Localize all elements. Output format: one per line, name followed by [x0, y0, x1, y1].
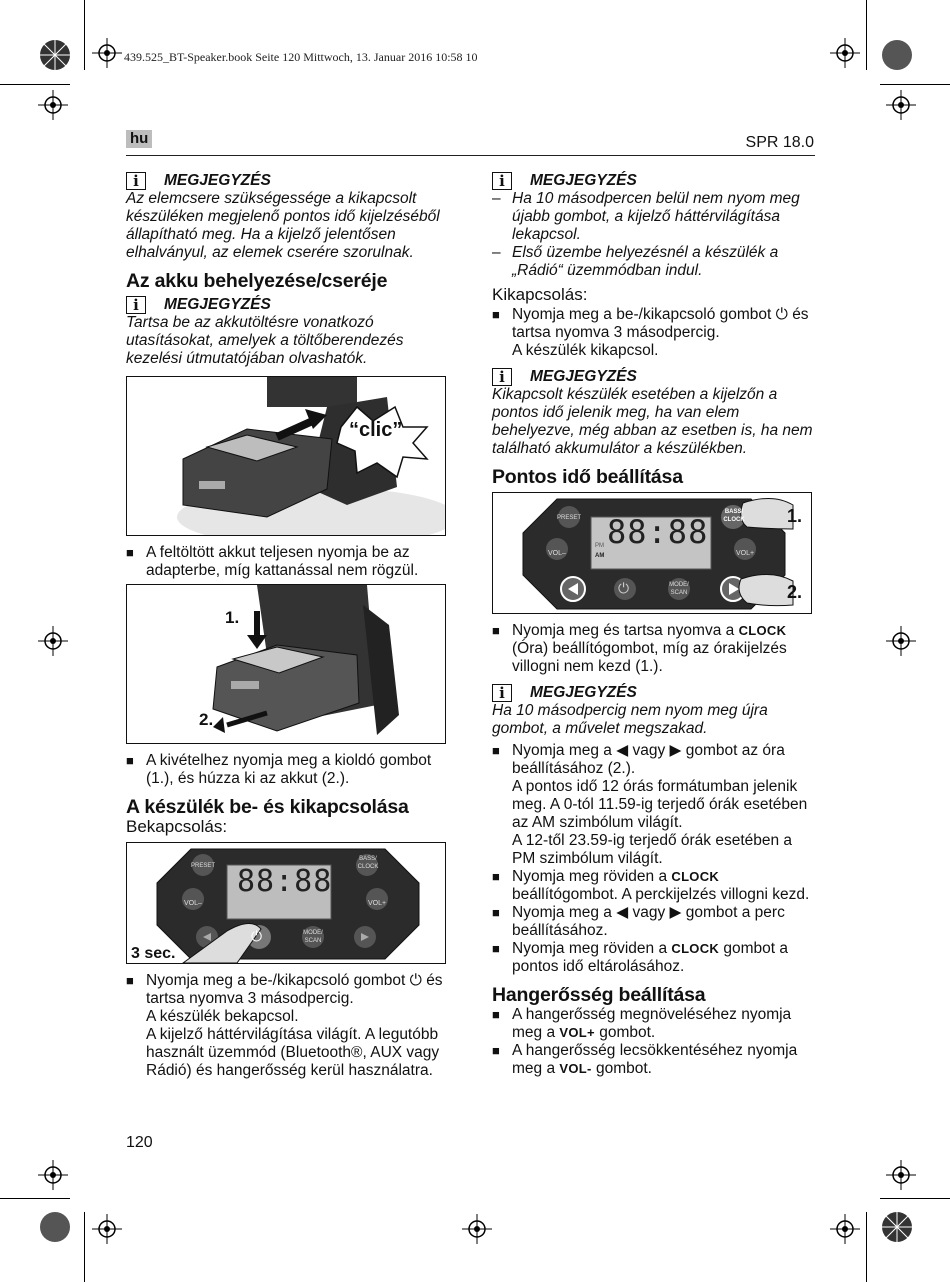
vol-plus-key-label: VOL+ — [559, 1025, 595, 1040]
hold-duration-caption: 3 sec. — [131, 945, 176, 962]
clock-key-label: CLOCK — [671, 869, 720, 884]
list-item: ■ Nyomja meg a ◀ vagy ▶ gombot a perc beállításához. — [492, 904, 785, 939]
left-column — [126, 172, 456, 1080]
clic-callout: “clic” — [349, 419, 403, 441]
list-item: – Első üzembe helyezésnél a készülék a „Rádió“ üzemmódban indul. — [492, 244, 779, 279]
section-title: A készülék be- és kikapcsolása — [126, 796, 409, 818]
crop-line — [84, 1212, 85, 1282]
list-item: ■ Nyomja meg és tartsa nyomva a CLOCK (Óra) beállítógombot, míg az órakijelzés villogni nem kezd (1.). — [492, 622, 787, 675]
list-item: ■ A feltöltött akkut teljesen nyomja be az adapterbe, míg kattanással nem rögzül. — [126, 544, 419, 579]
right-column — [492, 172, 814, 1078]
bullet-icon: ■ — [492, 623, 500, 638]
crop-line — [880, 1198, 950, 1199]
lcd-display: 88:88 — [607, 513, 709, 551]
figure-power-on-panel — [126, 842, 446, 964]
info-icon: i — [492, 684, 512, 702]
crop-line — [880, 84, 950, 85]
header-rule — [126, 155, 815, 156]
list-item: ■ A hangerősség megnöveléséhez nyomja meg a VOL+ gombot. — [492, 1006, 792, 1041]
bullet-icon: ■ — [126, 973, 134, 988]
crosshair-mark-right-top — [886, 90, 916, 125]
crop-line — [0, 1198, 70, 1199]
step-label-2: 2. — [199, 710, 214, 729]
info-icon: i — [126, 296, 146, 314]
step-label-1: 1. — [787, 506, 803, 526]
crop-line — [84, 0, 85, 70]
bullet-icon: ■ — [492, 307, 500, 322]
bullet-icon: ■ — [126, 753, 134, 768]
section-title: Pontos idő beállítása — [492, 466, 683, 488]
note-text: Az elemcsere szükségessége a kikapcsolt készüléken megjelenő pontos idő kijelzéséből állapítható meg. Ha a kijelző jelentősen elhalványul, az elemek cserére szorulnak. — [126, 190, 440, 261]
vol-minus-button: VOL– — [548, 550, 566, 557]
section-title: Az akku behelyezése/cseréje — [126, 270, 388, 292]
note-heading: i MEGJEGYZÉS — [126, 296, 456, 314]
clock-key-label: CLOCK — [738, 623, 787, 638]
page-number: 120 — [126, 1134, 153, 1151]
bass-clock-button: BASS/ CLOCK — [357, 856, 379, 870]
list-item: ■ Nyomja meg röviden a CLOCK gombot a pontos idő eltárolásához. — [492, 940, 789, 975]
bullet-icon: ■ — [492, 905, 500, 920]
registration-mark-bl — [38, 1210, 72, 1249]
crosshair-mark-top-right — [830, 38, 860, 73]
step-label-2: 2. — [787, 582, 803, 602]
model-name: SPR 18.0 — [745, 134, 814, 151]
bullet-icon: ■ — [492, 1007, 500, 1022]
registration-mark-br — [880, 1210, 914, 1249]
bullet-icon: ■ — [492, 941, 500, 956]
bullet-icon: ■ — [492, 869, 500, 884]
bullet-icon: ■ — [126, 545, 134, 560]
note-heading: i MEGJEGYZÉS — [492, 684, 814, 702]
note-heading: i MEGJEGYZÉS — [492, 368, 814, 386]
info-icon: i — [492, 172, 512, 190]
vol-plus-button: VOL+ — [368, 900, 387, 907]
list-item: – Ha 10 másodpercen belül nem nyom meg újabb gombot, a kijelző háttérvilágítása lekapcsol. — [492, 190, 800, 243]
list-item: ■ Nyomja meg röviden a CLOCK beállítógombot. A perckijelzés villogni kezd. — [492, 868, 810, 903]
mode-scan-button: MODE/ SCAN — [669, 582, 689, 596]
preset-button: PRESET — [557, 515, 582, 521]
crosshair-mark-right-mid — [886, 626, 916, 661]
subheading: Kikapcsolás: — [492, 285, 588, 304]
list-item: ■ A hangerősség lecsökkentéséhez nyomja meg a VOL- gombot. — [492, 1042, 798, 1077]
list-item: ■ Nyomja meg a be-/kikapcsoló gombot ⏻ és tartsa nyomva 3 másodpercig. A készülék bekapcsol. A kijelző háttérvilágítása világít. A legutóbb használt üzemmód (Bluetooth®, AUX vagy Rádió) és hangerősség kerül használatra. — [126, 972, 443, 1079]
control-panel-illustration — [493, 493, 811, 613]
subheading: Bekapcsolás: — [126, 817, 228, 836]
list-item: ■ Nyomja meg a be-/kikapcsoló gombot ⏻ és tartsa nyomva 3 másodpercig. A készülék kikapcsol. — [492, 306, 809, 359]
crosshair-mark-right-bottom — [886, 1160, 916, 1195]
vol-minus-key-label: VOL- — [559, 1061, 592, 1076]
crosshair-mark-bottom-center — [462, 1214, 492, 1249]
bullet-icon: ■ — [492, 1043, 500, 1058]
battery-insert-illustration — [127, 377, 445, 535]
crop-line — [866, 0, 867, 70]
info-icon: i — [492, 368, 512, 386]
note-text: Ha 10 másodpercig nem nyom meg újra gombot, a művelet megszakad. — [492, 702, 768, 737]
vol-plus-button: VOL+ — [736, 550, 755, 557]
battery-remove-illustration — [127, 585, 445, 743]
figure-clock-panel — [492, 492, 812, 614]
am-indicator: AM — [595, 553, 605, 559]
clock-key-label: CLOCK — [671, 941, 720, 956]
lcd-display: 88:88 — [237, 864, 333, 899]
bass-clock-button: BASS/ CLOCK — [723, 509, 745, 523]
language-tag: hu — [126, 130, 152, 148]
power-icon: ⏻ — [251, 928, 263, 944]
crosshair-mark-left-mid — [38, 626, 68, 661]
vol-minus-button: VOL– — [184, 900, 202, 907]
step-label-1: 1. — [225, 608, 240, 627]
info-icon: i — [126, 172, 146, 190]
preset-button: PRESET — [191, 863, 216, 869]
mode-scan-button: MODE/ SCAN — [303, 930, 323, 944]
crop-line — [866, 1212, 867, 1282]
crosshair-mark-bottom-right — [830, 1214, 860, 1249]
crop-line — [0, 84, 70, 85]
crosshair-mark-left-top — [38, 90, 68, 125]
crosshair-mark-left-bottom — [38, 1160, 68, 1195]
crosshair-mark-top — [92, 38, 122, 73]
power-icon: ⏻ — [618, 580, 630, 596]
registration-mark-tl — [38, 38, 72, 77]
note-text: Kikapcsolt készülék esetében a kijelzőn a pontos idő jelenik meg, ha van elem behelyezve, még abban az esetben is, ha nem található akkumulátor a készülékben. — [492, 386, 813, 457]
note-heading: i MEGJEGYZÉS — [126, 172, 456, 190]
figure-battery-remove — [126, 584, 446, 744]
registration-mark-tr — [880, 38, 914, 77]
note-heading: i MEGJEGYZÉS — [492, 172, 814, 190]
pm-indicator: PM — [595, 543, 604, 549]
note-text: Tartsa be az akkutöltésre vonatkozó utasításokat, amelyek a töltőberendezés kezelési útmutatójában olvashatók. — [126, 314, 404, 367]
bullet-icon: ■ — [492, 743, 500, 758]
print-meta-line: 439.525_BT-Speaker.book Seite 120 Mittwoch, 13. Januar 2016 10:58 10 — [124, 50, 478, 64]
crosshair-mark-bottom-left — [92, 1214, 122, 1249]
section-title: Hangerősség beállítása — [492, 984, 706, 1006]
figure-battery-insert — [126, 376, 446, 536]
list-item: ■ Nyomja meg a ◀ vagy ▶ gombot az óra beállításához (2.). A pontos idő 12 órás formátumban jelenik meg. A 0-tól 11.59-ig terjedő órák esetében az AM szimbólum világít. A 12-től 23.59-ig terjedő órák esetében a PM szimbólum világít. — [492, 742, 808, 867]
list-item: ■ A kivételhez nyomja meg a kioldó gombot (1.), és húzza ki az akkut (2.). — [126, 752, 432, 787]
